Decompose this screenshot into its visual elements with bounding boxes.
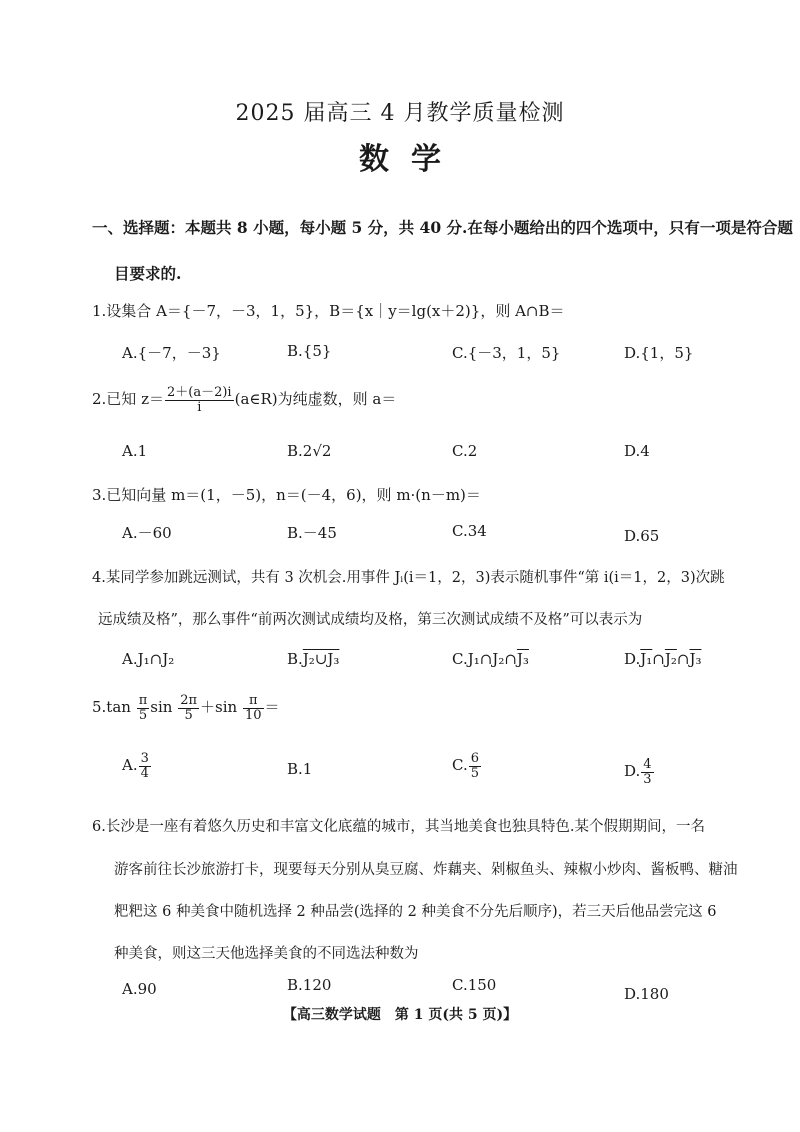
question-2-option-d: D.4: [624, 442, 650, 460]
question-2-stem-suffix: (a∈R)为纯虚数，则 a＝: [234, 390, 397, 409]
question-4-option-d-cap-2: ∩: [676, 650, 690, 668]
question-5-option-d-fraction: [641, 758, 653, 786]
question-5-fraction-1-num: π: [138, 693, 148, 708]
question-4-option-b-prefix: B.: [287, 650, 303, 668]
question-2-option-a: A.1: [122, 442, 148, 460]
question-5-fraction-1: [137, 694, 150, 722]
question-4-option-c: [452, 650, 529, 668]
section-instructions-line-2: 目要求的.: [114, 264, 182, 283]
question-1-stem: 1.设集合 A＝{－7，－3，1，5}，B＝{x｜y＝lg(x＋2)}，则 A∩B＝: [92, 302, 565, 320]
question-5-option-a-den: 4: [140, 765, 149, 781]
question-5-sin: sin: [150, 698, 173, 717]
question-4-option-d: [624, 650, 702, 668]
question-6-option-d: D.180: [624, 985, 669, 1003]
question-4-stem-line-2: 远成绩及格”，那么事件“前两次测试成绩均及格，第三次测试成绩不及格”可以表示为: [98, 612, 643, 628]
question-4-option-a: A.J₁∩J₂: [122, 650, 175, 668]
question-5-equals: ＝: [264, 698, 280, 717]
question-5-fraction-2-num: 2π: [180, 693, 198, 708]
question-6-line-3: 粑粑这 6 种美食中随机选择 2 种品尝(选择的 2 种美食不分先后顺序)，若三天后他品尝完这 6: [114, 904, 717, 920]
question-1-option-d: D.{1，5}: [624, 344, 694, 362]
question-6-line-4: 种美食，则这三天他选择美食的不同选法种数为: [114, 946, 419, 962]
question-3-option-c: C.34: [452, 522, 487, 540]
question-2-fraction: [165, 386, 234, 414]
question-2-stem: [92, 386, 396, 414]
question-3-option-d: D.65: [624, 527, 660, 545]
question-6-option-a: A.90: [122, 980, 157, 998]
question-5-option-c-prefix: C.: [452, 756, 468, 775]
question-5-option-d: [624, 758, 655, 786]
question-1-option-a: A.{－7，－3}: [122, 344, 221, 362]
subject-title: 数学: [359, 142, 463, 177]
question-5-fraction-2-den: 5: [184, 707, 193, 723]
question-4-option-d-j2: J₂: [664, 650, 677, 668]
question-4-option-c-complement: J₃: [516, 650, 529, 668]
question-5-plus-sin: ＋sin: [200, 698, 238, 717]
question-3-option-b: B.－45: [287, 524, 337, 542]
question-4-option-d-cap-1: ∩: [652, 650, 665, 668]
question-5-option-c-fraction: [469, 752, 481, 780]
question-5-option-c-num: 6: [470, 751, 479, 766]
question-5-option-b: B.1: [287, 760, 313, 778]
question-5-option-c: [452, 752, 482, 780]
question-4-option-c-prefix: C.J₁∩J₂∩: [452, 650, 517, 668]
question-6-option-b: B.120: [287, 976, 332, 994]
question-4-option-b-expr: J₂∪J₃: [302, 650, 340, 668]
question-4-option-b: [287, 650, 339, 668]
question-5-option-d-den: 3: [643, 771, 652, 787]
question-5-option-a: [122, 752, 152, 780]
question-5-fraction-3-den: 10: [244, 707, 262, 723]
question-5-fraction-3-num: π: [243, 694, 264, 709]
question-3-option-a: A.－60: [122, 524, 172, 542]
question-5-fraction-3: [243, 694, 264, 722]
question-3-stem: 3.已知向量 m＝(1，－5)，n＝(－4，6)，则 m·(n－m)＝: [92, 486, 481, 504]
question-6-line-1: 6.长沙是一座有着悠久历史和丰富文化底蕴的城市，其当地美食也独具特色.某个假期期间，一名: [92, 819, 705, 835]
question-5-option-c-den: 5: [470, 765, 479, 781]
question-5-fraction-1-den: 5: [138, 707, 148, 723]
question-5-option-a-num: 3: [140, 751, 149, 766]
question-1-option-b: B.{5}: [287, 342, 332, 360]
question-2-fraction-numerator: 2＋(a－2)i: [166, 385, 232, 400]
question-5-fraction-2: [178, 694, 199, 722]
question-5-option-d-num: 4: [643, 757, 652, 772]
question-5-option-a-fraction: [139, 752, 151, 780]
question-2-option-c: C.2: [452, 442, 478, 460]
question-5-stem: [92, 694, 280, 722]
question-5-option-d-prefix: D.: [624, 762, 641, 781]
question-4-option-d-j1: J₁: [640, 650, 653, 668]
question-2-fraction-denominator: i: [197, 399, 202, 415]
question-5-option-a-prefix: A.: [122, 756, 138, 775]
question-4-option-d-prefix: D.: [624, 650, 641, 668]
exam-title: 2025 届高三 4 月教学质量检测: [235, 101, 565, 126]
section-instructions-line-1: 一、选择题：本题共 8 小题，每小题 5 分，共 40 分.在每小题给出的四个选项中，只有一项是符合题: [92, 218, 793, 237]
question-5-tan: 5.tan: [92, 698, 131, 717]
question-2-stem-prefix: 2.已知 z＝: [92, 390, 164, 409]
question-4-option-d-j3: J₃: [689, 650, 702, 668]
question-1-option-c: C.{－3，1，5}: [452, 344, 561, 362]
page-footer: 【高三数学试题 第 1 页(共 5 页)】: [282, 1007, 518, 1023]
question-6-line-2: 游客前往长沙旅游打卡，现要每天分别从臭豆腐、炸藕夹、剁椒鱼头、辣椒小炒肉、酱板鸭、糖油: [114, 862, 738, 878]
question-4-stem-line-1: 4.某同学参加跳远测试，共有 3 次机会.用事件 Jᵢ(i＝1，2，3)表示随机事件“第 i(i＝1，2，3)次跳: [92, 570, 725, 586]
question-6-option-c: C.150: [452, 976, 497, 994]
question-2-option-b: B.2√2: [287, 442, 332, 460]
